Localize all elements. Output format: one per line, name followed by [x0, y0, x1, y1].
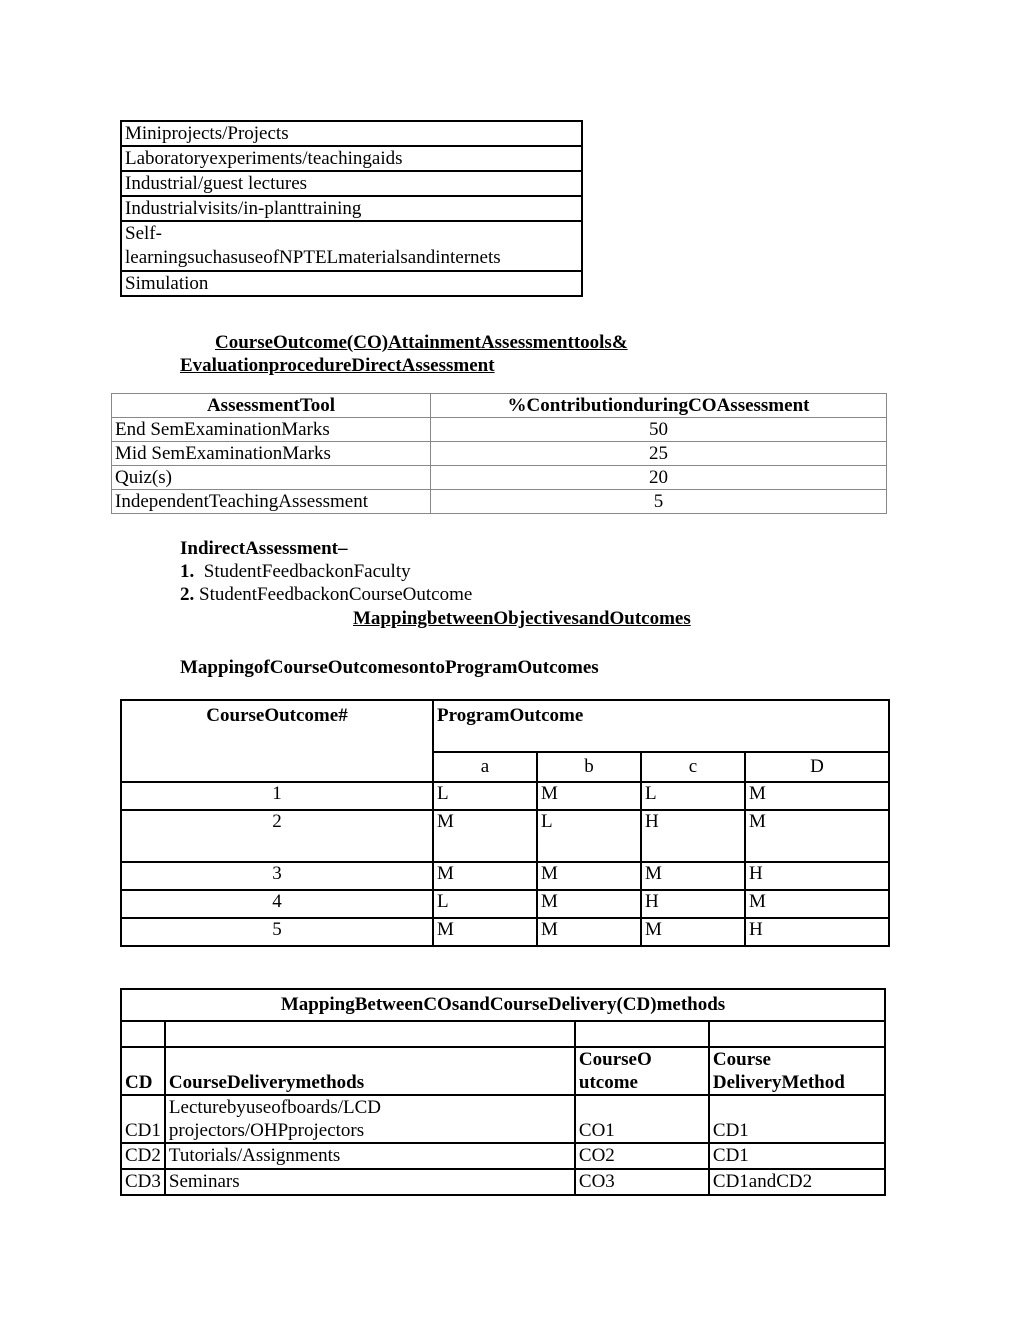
co-po-mapping-table	[120, 699, 890, 947]
delivery-list-item: Miniprojects/Projects	[121, 121, 582, 146]
po-value-cell: M	[745, 782, 889, 810]
indirect-item-number: 2.	[180, 584, 195, 605]
po-header-cell: ProgramOutcome	[433, 700, 889, 752]
po-value-cell: M	[745, 890, 889, 918]
delivery-list-item: Simulation	[121, 271, 582, 296]
assessment-value-cell: 20	[431, 466, 887, 490]
po-value-cell: M	[641, 862, 745, 890]
empty-cell	[121, 1021, 165, 1047]
po-column-header: c	[641, 752, 745, 782]
assessment-tool-cell: End SemExaminationMarks	[112, 418, 431, 442]
empty-cell	[165, 1021, 575, 1047]
delivery-list-item: Industrialvisits/in-planttraining	[121, 196, 582, 221]
assessment-header-tool: AssessmentTool	[112, 394, 431, 418]
cd-code-cell: CD3	[121, 1169, 165, 1195]
delivery-list-item	[121, 221, 582, 271]
po-value-cell: M	[433, 862, 537, 890]
po-column-header: b	[537, 752, 641, 782]
cd-method-line: Lecturebyuseofboards/LCD	[168, 1097, 382, 1118]
co-number-cell: 3	[121, 862, 433, 890]
cd-header-course-outcome-line: utcome	[578, 1072, 638, 1093]
cd-method-cell	[165, 1095, 575, 1143]
po-value-cell: L	[641, 782, 745, 810]
po-value-cell: M	[745, 810, 889, 862]
cd-co-cell: CO3	[575, 1169, 709, 1195]
indirect-item	[180, 584, 472, 606]
indirect-item-number: 1.	[180, 561, 195, 582]
cd-header-methods: CourseDeliverymethods	[165, 1047, 575, 1095]
empty-cell	[575, 1021, 709, 1047]
co-attainment-heading-line2: EvaluationprocedureDirectAssessment	[180, 355, 495, 376]
co-number-cell: 2	[121, 810, 433, 862]
cd-header-cd: CD	[121, 1047, 165, 1095]
cd-method-line: projectors/OHPprojectors	[168, 1120, 365, 1141]
cd-delivery-cell: CD1	[709, 1143, 885, 1169]
co-number-cell: 5	[121, 918, 433, 946]
mapping-co-po-heading: MappingofCourseOutcomesontoProgramOutcomes	[180, 657, 599, 678]
po-value-cell: H	[641, 890, 745, 918]
delivery-list-item: Laboratoryexperiments/teachingaids	[121, 146, 582, 171]
po-column-header: D	[745, 752, 889, 782]
cd-header-delivery-method-line: Course	[712, 1049, 771, 1070]
assessment-tool-cell: IndependentTeachingAssessment	[112, 490, 431, 514]
delivery-list-item: Industrial/guest lectures	[121, 171, 582, 196]
co-cd-mapping-table	[120, 988, 886, 1196]
cd-method-cell: Seminars	[165, 1169, 575, 1195]
cd-table-title: MappingBetweenCOsandCourseDelivery(CD)methods	[121, 989, 885, 1021]
po-value-cell: M	[537, 890, 641, 918]
assessment-table	[111, 393, 887, 514]
po-value-cell: M	[537, 862, 641, 890]
cd-header-course-outcome	[575, 1047, 709, 1095]
co-number-cell: 1	[121, 782, 433, 810]
assessment-tool-cell: Mid SemExaminationMarks	[112, 442, 431, 466]
po-value-cell: L	[537, 810, 641, 862]
indirect-item-text: StudentFeedbackonFaculty	[203, 561, 411, 582]
co-header-cell: CourseOutcome#	[121, 700, 433, 782]
cd-code-cell: CD1	[121, 1095, 165, 1143]
empty-cell	[709, 1021, 885, 1047]
cd-code-cell: CD2	[121, 1143, 165, 1169]
co-number-cell: 4	[121, 890, 433, 918]
po-value-cell: M	[537, 782, 641, 810]
indirect-item	[180, 561, 411, 583]
indirect-item-text: StudentFeedbackonCourseOutcome	[199, 584, 473, 605]
mapping-objectives-heading: MappingbetweenObjectivesandOutcomes	[353, 608, 691, 629]
po-value-cell: H	[745, 862, 889, 890]
po-value-cell: M	[433, 918, 537, 946]
cd-co-cell: CO2	[575, 1143, 709, 1169]
cd-delivery-cell: CD1	[709, 1095, 885, 1143]
cd-method-cell: Tutorials/Assignments	[165, 1143, 575, 1169]
indirect-assessment-title: IndirectAssessment–	[180, 538, 348, 559]
assessment-header-contribution: %ContributionduringCOAssessment	[431, 394, 887, 418]
po-value-cell: M	[641, 918, 745, 946]
cd-header-delivery-method	[709, 1047, 885, 1095]
po-value-cell: M	[537, 918, 641, 946]
po-value-cell: M	[433, 810, 537, 862]
delivery-list-item-line: learningsuchasuseofNPTELmaterialsandinternets	[125, 247, 501, 268]
cd-delivery-cell: CD1andCD2	[709, 1169, 885, 1195]
po-column-header: a	[433, 752, 537, 782]
po-value-cell: H	[641, 810, 745, 862]
co-attainment-heading-line1: CourseOutcome(CO)AttainmentAssessmenttools&	[215, 332, 628, 353]
assessment-value-cell: 50	[431, 418, 887, 442]
delivery-list-item-line: Self-	[125, 223, 162, 244]
delivery-list-table	[120, 120, 583, 297]
cd-header-delivery-method-line: DeliveryMethod	[712, 1072, 845, 1093]
cd-header-course-outcome-line: CourseO	[578, 1049, 652, 1070]
assessment-value-cell: 25	[431, 442, 887, 466]
cd-co-cell: CO1	[575, 1095, 709, 1143]
po-value-cell: L	[433, 890, 537, 918]
assessment-value-cell: 5	[431, 490, 887, 514]
assessment-tool-cell: Quiz(s)	[112, 466, 431, 490]
po-value-cell: L	[433, 782, 537, 810]
po-value-cell: H	[745, 918, 889, 946]
